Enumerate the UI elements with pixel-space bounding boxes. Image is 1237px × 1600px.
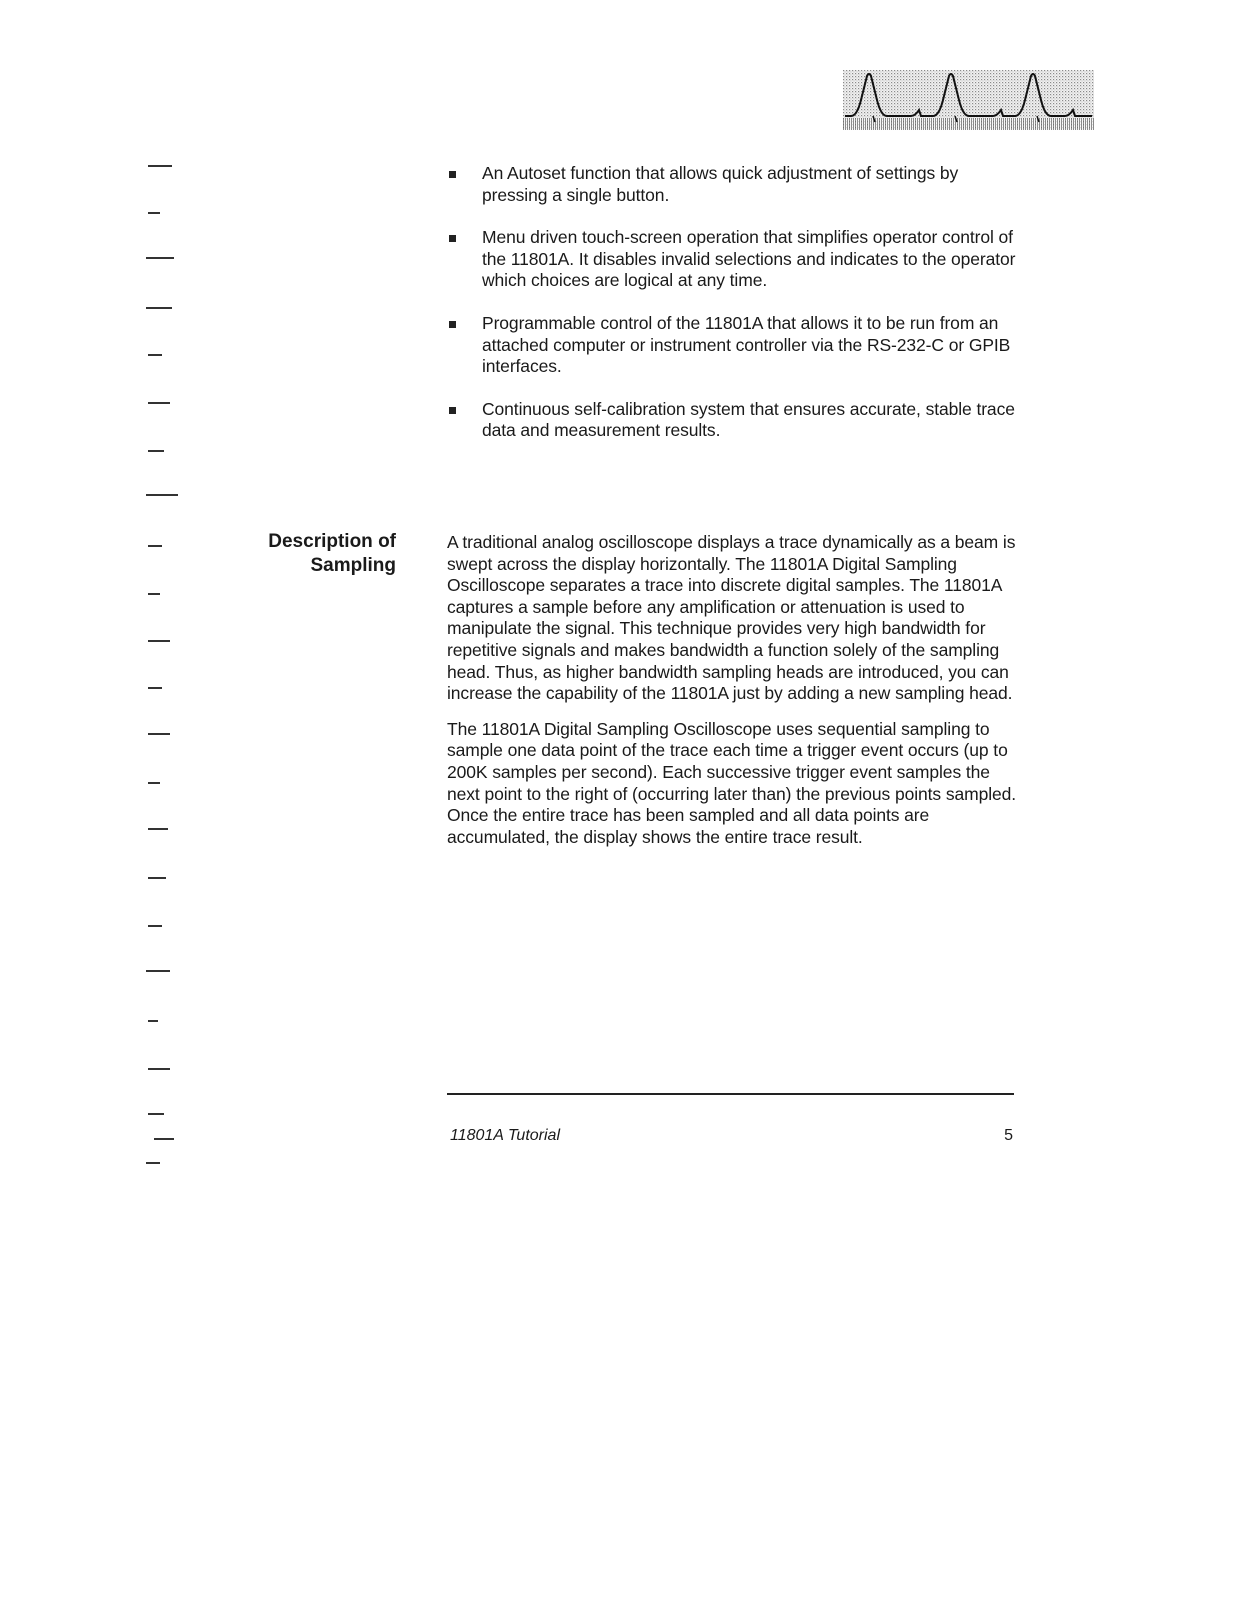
page-number: 5	[1004, 1127, 1013, 1144]
bullet-square-icon	[449, 235, 456, 242]
list-item	[447, 313, 1017, 378]
paragraph: The 11801A Digital Sampling Oscilloscope uses sequential sampling to sample one data point of the trace each time a trigger event occurs (up to 200K samples per second). Each successive trigger event samples the next point to the right of (occurring later than) the previous points sampled. Once the entire trace has been sampled and all data points are accumulated, the display shows the entire trace result.	[447, 718, 1017, 847]
section-body	[447, 532, 1017, 862]
feature-bullet-list	[447, 163, 1017, 463]
list-item	[447, 399, 1017, 442]
bullet-text: An Autoset function that allows quick adjustment of settings by pressing a single button.	[482, 163, 959, 205]
bullet-square-icon	[449, 321, 456, 328]
bullet-text: Programmable control of the 11801A that allows it to be run from an attached computer or instrument controller via the RS-232-C or GPIB interfaces.	[482, 312, 1011, 377]
bullet-square-icon	[449, 171, 456, 178]
bullet-text: Continuous self-calibration system that ensures accurate, stable trace data and measurement results.	[482, 398, 1015, 441]
list-item	[447, 163, 1017, 206]
paragraph: A traditional analog oscilloscope displays a trace dynamically as a beam is swept across the display horizontally. The 11801A Digital Sampling Oscilloscope separates a trace into discrete digital samples. The 11801A captures a sample before any amplification or attenuation is used to manipulate the signal. This technique provides very high bandwidth for repetitive signals and makes bandwidth a function solely of the sampling head. Thus, as higher bandwidth sampling heads are introduced, you can increase the capability of the 11801A just by adding a new sampling head.	[447, 532, 1016, 704]
binding-marks	[140, 150, 200, 1200]
section-heading-line: Sampling	[310, 555, 396, 576]
section-heading	[230, 530, 396, 578]
list-item	[447, 227, 1017, 292]
footer-title: 11801A Tutorial	[450, 1127, 560, 1144]
bullet-text: Menu driven touch-screen operation that simplifies operator control of the 11801A. It disables invalid selections and indicates to the operator which choices are logical at any time.	[482, 227, 1016, 291]
section-heading-line: Description of	[268, 531, 396, 552]
footer-divider	[447, 1093, 1014, 1095]
bullet-square-icon	[449, 407, 456, 414]
pulse-waveform-icon	[843, 70, 1094, 130]
